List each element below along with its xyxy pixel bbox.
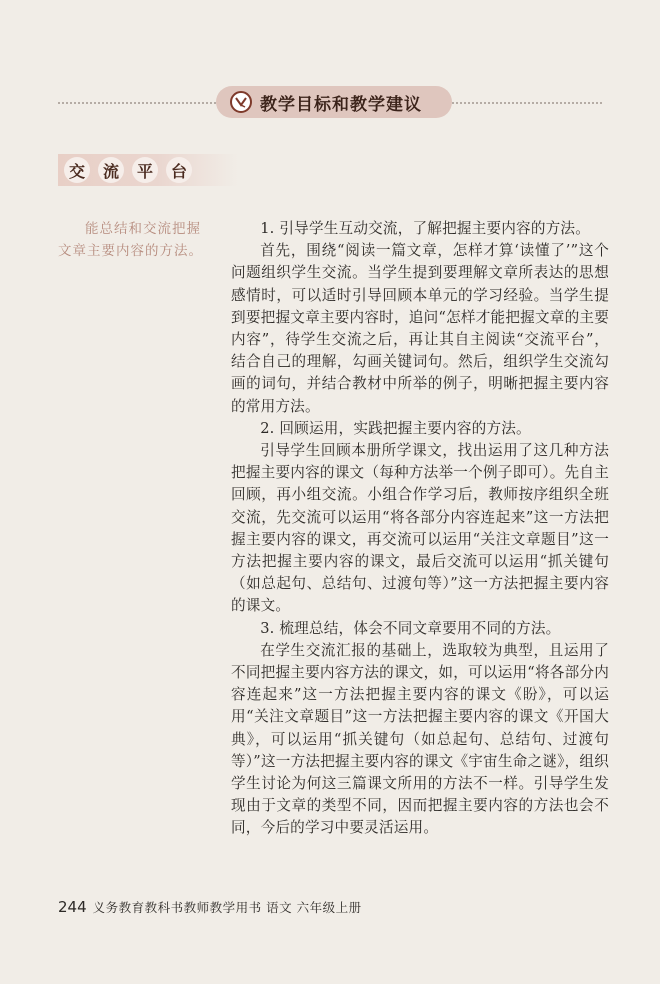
- step-heading: 1. 引导学生互动交流，了解把握主要内容的方法。: [260, 220, 591, 237]
- book-title: 义务教育教科书教师教学用书 语文 六年级上册: [92, 900, 362, 915]
- header-divider-left: [58, 102, 216, 104]
- body-paragraph: 在学生交流汇报的基础上，选取较为典型，且运用了不同把握主要内容方法的课文，如，可以运用“将各部分内容连起来”这一方法把握主要内容的课文《盼》，可以运用“关注文章题目”这一方法把握主要内容的课文《开国大典》，可以运用“抓关键句（如总起句、总结句、过渡句等）”这一方法把握主要内容的课文《宇宙生命之谜》，组织学生讨论为何这三篇课文所用的方法不一样。引导学生发现由于文章的类型不同，因而把握主要内容的方法也会不同，今后的学习中要灵活运用。: [231, 641, 609, 837]
- side-note-objective: 能总结和交流把握文章主要内容的方法。: [58, 221, 203, 259]
- check-arrow-icon: [230, 91, 252, 113]
- header-divider-right: [452, 102, 602, 104]
- page-number: 244: [58, 898, 87, 916]
- header-title: 教学目标和教学建议: [260, 94, 422, 115]
- section-tag-char: 交: [64, 157, 90, 183]
- step-heading: 2. 回顾运用，实践把握主要内容的方法。: [260, 419, 531, 437]
- step-heading: 3. 梳理总结，体会不同文章要用不同的方法。: [260, 619, 561, 637]
- main-content: [231, 218, 609, 840]
- page-footer: [58, 898, 362, 916]
- section-tag-char: 流: [98, 157, 124, 183]
- section-tag: [58, 154, 238, 186]
- section-tag-char: 台: [166, 157, 192, 183]
- body-paragraph: 首先，围绕“阅读一篇文章，怎样才算‘读懂了’”这个问题组织学生交流。当学生提到要理解文章所表达的思想感情时，可以适时引导回顾本单元的学习经验。当学生提到要把握文章主要内容时，追问“怎样才能把握文章的主要内容”，待学生交流之后，再让其自主阅读“交流平台”，结合自己的理解，勾画关键词句。然后，组织学生交流勾画的词句，并结合教材中所举的例子，明晰把握主要内容的常用方法。: [231, 242, 609, 415]
- section-tag-char: 平: [132, 157, 158, 183]
- body-paragraph: 引导学生回顾本册所学课文，找出运用了这几种方法把握主要内容的课文（每种方法举一个例子即可）。先自主回顾，再小组交流。小组合作学习后，教师按序组织全班交流，先交流可以运用“将各部分内容连起来”这一方法把握主要内容的课文，再交流可以运用“关注文章题目”这一方法把握主要内容的课文，最后交流可以运用“抓关键句（如总起句、总结句、过渡句等）”这一方法把握主要内容的课文。: [231, 442, 609, 615]
- header-banner: [216, 86, 452, 118]
